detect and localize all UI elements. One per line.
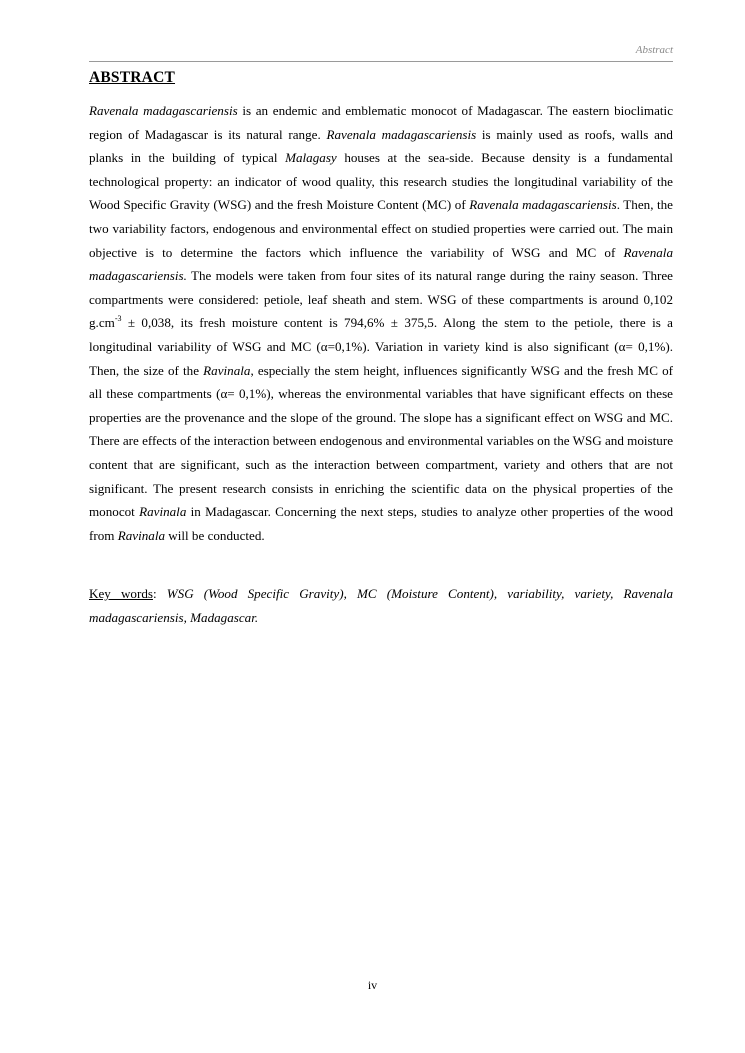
keywords-label: Key words — [89, 586, 153, 601]
species-name-italic: Ravinala — [203, 362, 251, 378]
abstract-text-run: in Madagascar. Concerning the next steps, studies to analyze other properties of the wood from — [89, 504, 673, 543]
abstract-body — [89, 99, 673, 547]
abstract-text-run: , especially the stem height, influences significantly WSG and the fresh MC of all these compartments (α= 0,1%), whereas the environmental variables that have significant effects on these properties are the provenance and the slope of the ground. The slope has a significant effect on WSG and MC. There are effects of the interaction between endogenous and environmental variables on the WSG and moisture content that are significant, such as the interaction between compartment, variety and others that are not significant. The present research consists in enriching the scientific data on the physical properties of the monocot — [89, 362, 673, 520]
keywords-list: WSG (Wood Specific Gravity), MC (Moisture Content), variability, variety, Ravenala madagascariensis, Madagascar. — [89, 586, 673, 625]
keywords-separator: : — [152, 586, 167, 601]
keywords-paragraph — [89, 582, 673, 629]
species-name-italic: Ravinala — [117, 527, 166, 543]
running-header — [89, 42, 673, 62]
abstract-text-run: is an endemic and emblematic monocot of Madagascar. The eastern bioclimatic region of Madagascar is its natural range. — [89, 103, 674, 142]
species-name-italic: Ravenala madagascariensis — [326, 126, 477, 142]
running-title: Abstract — [635, 44, 673, 56]
species-name-italic: Ravenala madagascariensis — [89, 103, 238, 118]
abstract-text-run: The models were taken from four sites of its natural range during the rainy season. Three compartments were considered: petiole, leaf sheath and stem. WSG of these compartments is around 0,102 g.cm — [89, 268, 673, 331]
page-number: iv — [367, 978, 378, 992]
abstract-text-run: is mainly used as roofs, walls and planks in the building of typical — [89, 126, 673, 166]
species-name-italic: Malagasy — [285, 150, 337, 166]
species-name-italic: Ravenala madagascariensis. — [89, 244, 673, 284]
abstract-text-run: ± 0,038, its fresh moisture content is 794,6% ± 375,5. Along the stem to the petiole, there is a longitudinal variability of WSG and MC (α=0,1%). Variation in variety kind is also significant (α= 0,1%). Then, the size of the — [89, 315, 673, 378]
species-name-italic: Ravinala — [139, 504, 187, 520]
unit-exponent: -3 — [114, 314, 122, 324]
abstract-heading: ABSTRACT — [89, 69, 176, 86]
species-name-italic: Ravenala madagascariensis — [469, 197, 617, 213]
abstract-text-run: will be conducted. — [165, 527, 265, 543]
abstract-text-run: houses at the sea-side. Because density is a fundamental technological property: an indicator of wood quality, this research studies the longitudinal variability of the Wood Specific Gravity (WSG) and the fresh Moisture Content (MC) of — [89, 150, 673, 213]
abstract-text-run: . Then, the two variability factors, endogenous and environmental effect on studied properties were carried out. The main objective is to determine the factors which influence the variability of WSG and MC of — [89, 197, 673, 260]
